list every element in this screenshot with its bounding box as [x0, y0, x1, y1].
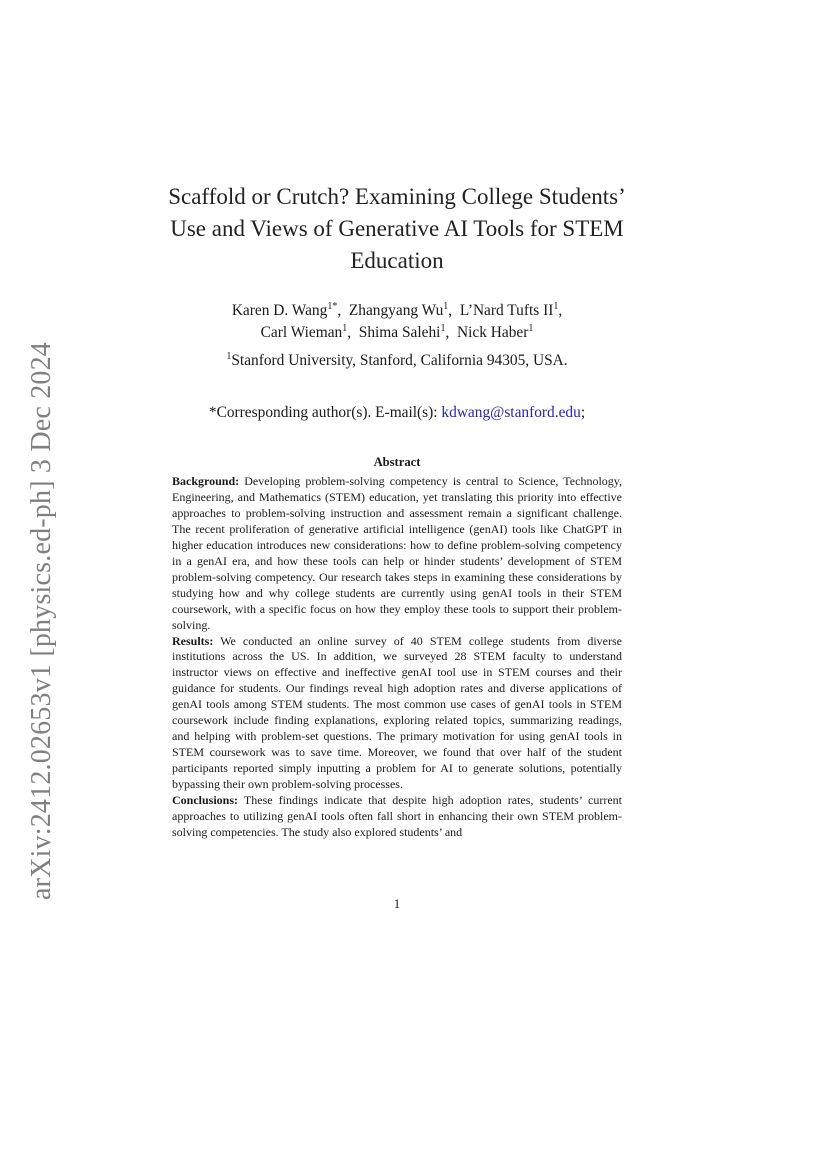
author-affiliation-mark: 1 [342, 322, 348, 334]
affiliation-text: Stanford University, Stanford, California 94305, USA. [231, 352, 568, 369]
corresponding-suffix: ; [580, 404, 586, 421]
results-label: Results: [172, 633, 214, 648]
conclusions-text: These findings indicate that despite high adoption rates, students’ current approaches to utilizing genAI tools often fall short in enhancing their own STEM problem-solving competencies. The study also explored students’ and [172, 793, 622, 839]
author-name: Zhangyang Wu [348, 302, 444, 319]
author-affiliation-mark: 1 [440, 322, 446, 334]
abstract-background [172, 474, 622, 634]
affiliation [150, 350, 644, 371]
author-line-1: Karen D. Wang$^{1*}$, Zhangyang Wu$^1$, L’Nard Tufts $II^1$, [231, 301, 563, 319]
author-name: Karen D. Wang [231, 302, 328, 319]
arxiv-identifier-text: arXiv:2412.02653v1 [physics.ed-ph] 3 Dec 2024 [26, 341, 57, 900]
author-affiliation-mark: 1 [443, 301, 449, 312]
paper-title: Scaffold or Crutch? Examining College Students’ Use and Views of Generative AI Tools for STEM Education [168, 184, 626, 273]
abstract-body [172, 474, 622, 841]
background-text: Developing problem-solving competency is central to Science, Technology, Engineering, and Mathematics (STEM) education, yet translating this priority into effective approaches to problem-solving instruction and assessment remain a significant challenge. The recent proliferation of generative artificial intelligence (genAI) tools like ChatGPT in higher education introduces new considerations: how to define problem-solving competency in a genAI era, and how these tools can help or hinder students’ development of STEM problem-solving competency. Our research takes steps in examining these considerations by studying how and why college students are currently using genAI tools in their STEM coursework, with a specific focus on how they employ these tools to support their problem-solving. [172, 474, 623, 632]
author-line-2: Carl Wieman$^1$, Shima Salehi$^1$, Nick Haber$^1$ [260, 322, 534, 341]
author-list [150, 300, 644, 343]
results-text: We conducted an online survey of 40 STEM college students from diverse institutions across the US. In addition, we surveyed 28 STEM faculty to understand instructor views on effective and ineffective genAI tool use in STEM courses and their guidance for students. Our findings reveal high adoption rates and diverse applications of genAI tools among STEM students. The most common use cases of genAI tools in STEM coursework include finding explanations, exploring related topics, summarizing readings, and helping with problem-set questions. The primary motivation for using genAI tools in STEM coursework was to save time. Moreover, we found that over half of the student participants reported simply inputting a problem for AI to generate solutions, potentially bypassing their own problem-solving processes. [172, 633, 622, 792]
corresponding-author [150, 402, 644, 423]
arxiv-identifier-stamp [27, 340, 57, 900]
conclusions-label: Conclusions: [172, 793, 239, 808]
corresponding-email-link[interactable]: kdwang@stanford.edu [441, 404, 581, 421]
author-name: L’Nard Tufts II [459, 302, 554, 319]
affiliation-mark: 1 [226, 351, 232, 362]
background-label: Background: [172, 474, 240, 488]
author-affiliation-mark: 1 [528, 322, 534, 334]
author-affiliation-mark: 1* [327, 301, 338, 312]
abstract-results [172, 634, 622, 794]
corresponding-prefix: *Corresponding author(s). E-mail(s): [208, 404, 442, 421]
author-name: Shima Salehi [358, 323, 441, 341]
author-affiliation-mark: 1 [553, 301, 559, 312]
page-number: 1 [393, 896, 401, 911]
author-name: Nick Haber [456, 323, 529, 341]
abstract-heading: Abstract [373, 455, 421, 469]
abstract-conclusions [172, 793, 622, 841]
author-name: Carl Wieman [260, 323, 343, 341]
